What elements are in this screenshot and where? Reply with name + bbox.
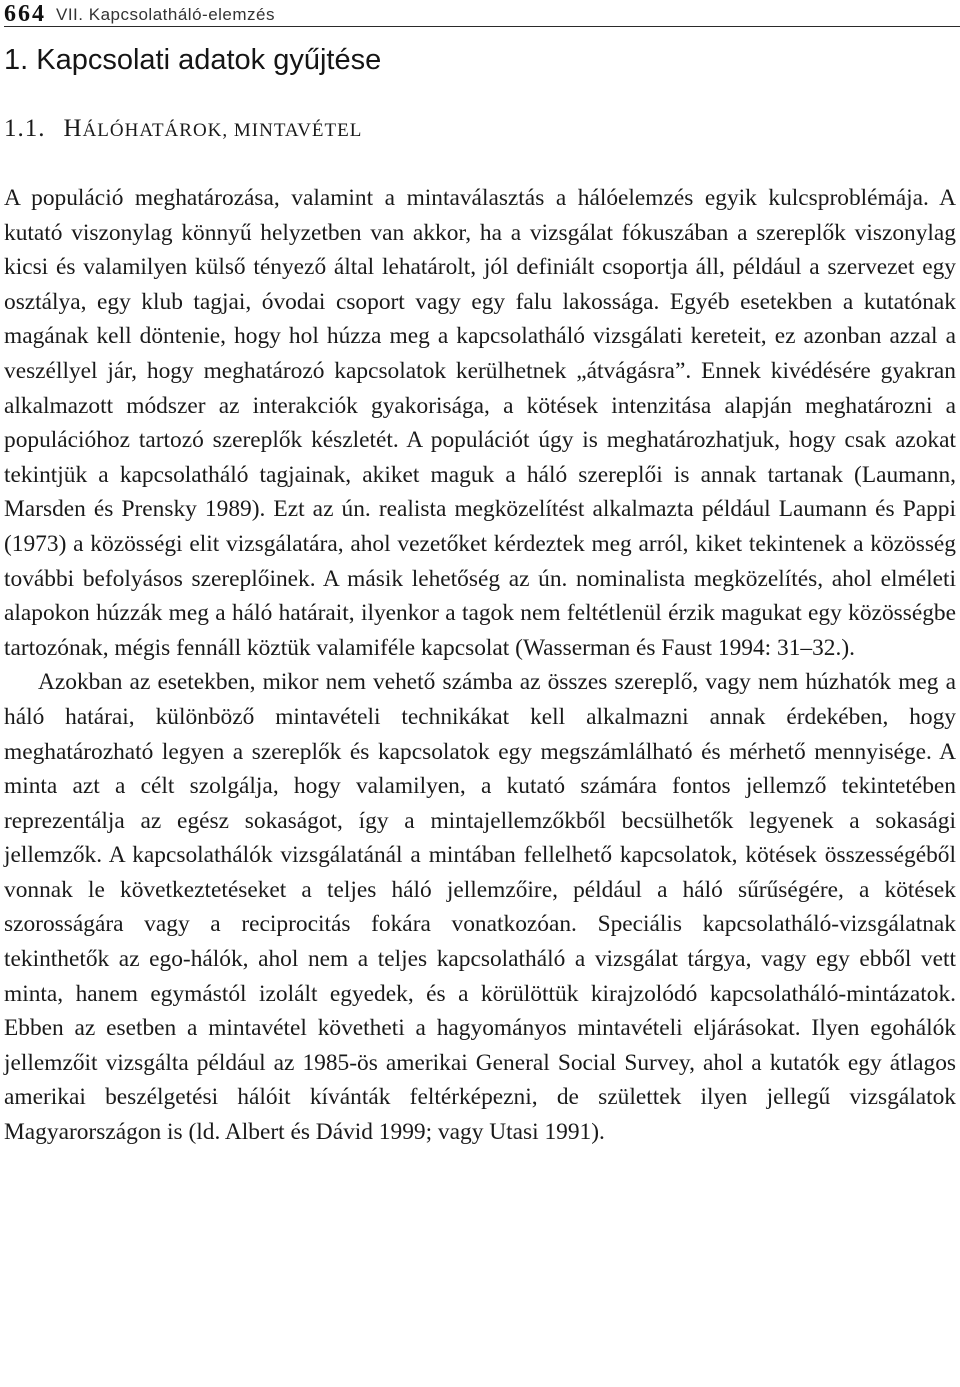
paragraph-1: A populáció meghatározása, valamint a mintaválasztás a hálóelemzés egyik kulcsproblémája. A kutató viszonylag könnyű helyzetben van akkor, ha a vizsgálat fókuszában a szereplők viszonylag kicsi és valamilyen külső tényező által lehatárolt, jól definiált csoportja áll, például a szervezet egy osztálya, egy klub tagjai, óvodai csoport vagy egy falu lakossága. Egyéb esetekben a kutatónak magának kell döntenie, hogy hol húzza meg a kapcsolatháló vizsgálati kereteit, ez azonban azzal a veszéllyel jár, hogy meghatározó kapcsolatok kerülhetnek „átvágásra”. Ennek kivédésére gyakran alkalmazott módszer az interakciók gyakorisága, a kötések intenzitása alapján meghatározni a populációhoz tartozó szereplők készletét. A populációt úgy is meghatározhatjuk, hogy csak azokat tekintjük a kapcsolatháló tagjainak, akiket maguk a háló szereplői is annak tartanak (Laumann, Marsden és Prensky 1989). Ezt az ún. realista megközelítést alkalmazta például Laumann és Pappi (1973) a közösségi elit vizsgálatára, ahol vezetőket kérdeztek meg arról, kiket tekintenek a közösség további befolyásos szereplőinek. A másik lehetőség az ún. nominalista megközelítés, ahol elméleti alapokon húzzák meg a háló határait, ilyenkor a tagok nem feltétlenül érzik magukat egy közösségbe tartozónak, mégis fennáll köztük valamiféle kapcsolat (Wasserman és Faust 1994: 31–32.). <box>4 185 956 661</box>
subsection-title-part1: ÁLÓHATÁROK <box>82 120 223 141</box>
subsection-title <box>4 113 362 147</box>
chapter-title: VII. Kapcsolatháló-elemzés <box>56 5 275 24</box>
subsection-initial: H <box>63 115 83 142</box>
running-header <box>4 0 960 27</box>
page-number: 664 <box>4 1 46 27</box>
subsection-title-part2: MINTAVÉTEL <box>233 120 363 141</box>
body-text <box>4 181 956 1150</box>
paragraph-2: Azokban az esetekben, mikor nem vehető számba az összes szereplő, vagy nem húzhatók meg a háló határai, különböző mintavételi technikákat kell alkalmazni annak érdekében, hogy meghatározható legyen a szereplők és kapcsolatok egy megszámlálható és mérhető mennyisége. A minta azt a célt szolgálja, hogy valamilyen, a kutató számára fontos jellemző tekintetében reprezentálja az egész sokaságot, így a mintajellemzőkből becsülhetők legyenek a sokasági jellemzők. A kapcsolathálók vizsgálatánál a mintában fellelhető kapcsolatok, kötések összességéből vonnak le következtetéseket a teljes háló jellemzőire, például a háló sűrűségére, a kötések szorosságára vagy a reciprocitás fokára vonatkozóan. Speciális kapcsolatháló-vizsgálatnak tekinthetők az ego-hálók, ahol nem a teljes kapcsolatháló a vizsgálat tárgya, vagy egy ebből vett minta, hanem egymástól izolált egyedek, és a körülöttük kirajzolódó kapcsolatháló-mintázatok. Ebben az esetben a mintavétel követheti a hagyományos mintavételi eljárásokat. Ilyen egohálók jellemzőit vizsgálta például az 1985-ös amerikai General Social Survey, ahol a kutatók egy átlagos amerikai beszélgetési hálóit kívánták feltérképezni, de születtek ilyen jellegű vizsgálatok Magyarországon is (ld. Albert és Dávid 1999; vagy Utasi 1991). <box>4 669 956 1146</box>
subsection-title-separator: , <box>222 120 234 141</box>
subsection-number: 1.1. <box>4 115 46 142</box>
section-title: 1. Kapcsolati adatok gyűjtése <box>4 44 382 76</box>
